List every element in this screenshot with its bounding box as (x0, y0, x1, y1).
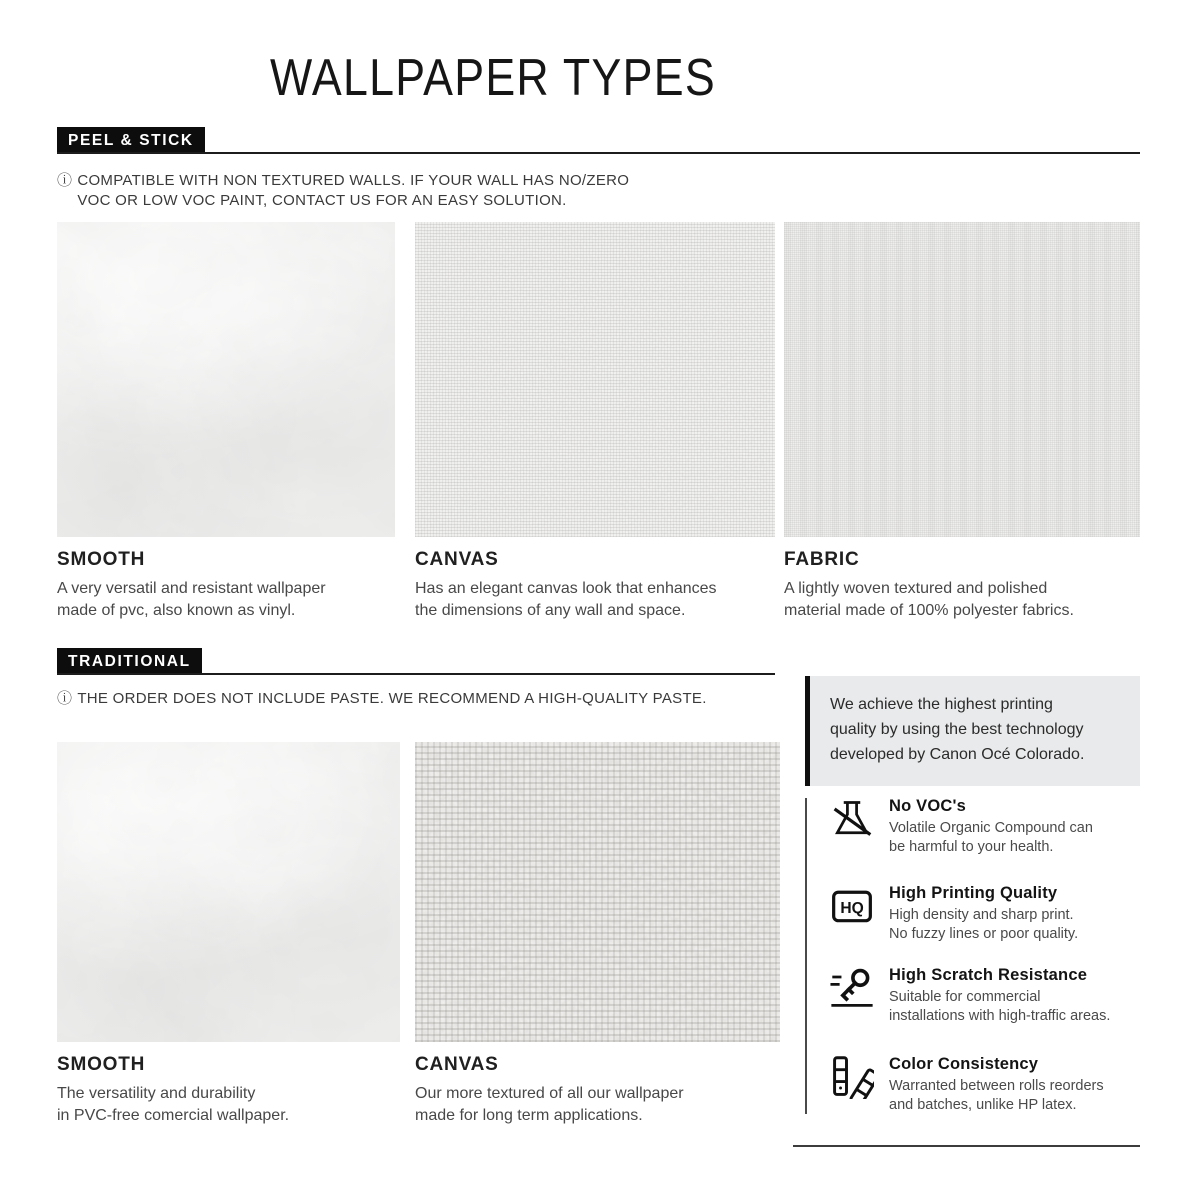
swatch-desc-line: A lightly woven textured and polished (784, 580, 1048, 597)
fabric-texture-swatch (784, 222, 1140, 537)
swatch-label: FABRIC (784, 549, 860, 570)
feature-desc-line: No fuzzy lines or poor quality. (889, 926, 1079, 942)
info-icon: ⓘ (57, 690, 73, 707)
feature-title: Color Consistency (889, 1055, 1039, 1073)
callout-line: quality by using the best technology (830, 721, 1084, 738)
info-icon: ⓘ (57, 172, 73, 189)
swatch-label: SMOOTH (57, 549, 146, 570)
section-note (57, 689, 707, 709)
section-rule (57, 673, 775, 675)
feature-high-scratch-resistance (830, 966, 1110, 1026)
swatch-card (57, 222, 395, 622)
callout-line: We achieve the highest printing (830, 696, 1053, 713)
sidebar-bottom-rule (793, 1145, 1140, 1147)
feature-desc-line: Warranted between rolls reorders (889, 1078, 1104, 1094)
texture-noise (784, 222, 1140, 537)
note-line: VOC OR LOW VOC PAINT, CONTACT US FOR AN EASY SOLUTION. (77, 192, 567, 209)
feature-title: No VOC's (889, 797, 967, 815)
feature-title: High Printing Quality (889, 884, 1058, 902)
swatch-card (415, 742, 780, 1127)
swatch-desc-line: Our more textured of all our wallpaper (415, 1085, 684, 1102)
swatch-card (57, 742, 400, 1127)
note-line: COMPATIBLE WITH NON TEXTURED WALLS. IF YOUR WALL HAS NO/ZERO (77, 172, 630, 189)
canvas-texture-swatch (415, 742, 780, 1042)
smooth-texture-swatch (57, 742, 400, 1042)
texture-noise (57, 742, 400, 1042)
texture-noise (415, 742, 780, 1042)
section-rule (57, 152, 1140, 154)
feature-desc-line: Volatile Organic Compound can (889, 820, 1093, 836)
swatch-desc-line: the dimensions of any wall and space. (415, 602, 686, 619)
note-line: THE ORDER DOES NOT INCLUDE PASTE. WE RECOMMEND A HIGH-QUALITY PASTE. (77, 690, 707, 707)
feature-desc-line: be harmful to your health. (889, 839, 1054, 855)
page-title: WALLPAPER TYPES (270, 49, 717, 107)
hq-badge-icon (830, 884, 876, 928)
swatch-desc-line: The versatility and durability (57, 1085, 256, 1102)
section-tag-traditional: TRADITIONAL (57, 648, 202, 675)
swatch-card (784, 222, 1140, 622)
canvas-texture-swatch (415, 222, 775, 537)
swatch-desc-line: made of pvc, also known as vinyl. (57, 602, 296, 619)
features-divider (805, 798, 807, 1114)
texture-noise (57, 222, 395, 537)
swatch-desc-line: Has an elegant canvas look that enhances (415, 580, 717, 597)
feature-title: High Scratch Resistance (889, 966, 1088, 984)
color-swatch-icon (830, 1055, 876, 1099)
no-voc-flask-icon (830, 797, 876, 841)
section-tag-peel-and-stick: PEEL & STICK (57, 127, 205, 154)
swatch-label: SMOOTH (57, 1054, 146, 1075)
feature-desc-line: installations with high-traffic areas. (889, 1008, 1111, 1024)
section-note (57, 171, 629, 211)
swatch-label: CANVAS (415, 1054, 499, 1075)
texture-noise (415, 222, 775, 537)
swatch-card (415, 222, 775, 622)
feature-no-vocs (830, 797, 1093, 857)
swatch-label: CANVAS (415, 549, 499, 570)
swatch-desc-line: made for long term applications. (415, 1107, 643, 1124)
swatch-desc-line: A very versatil and resistant wallpaper (57, 580, 326, 597)
hq-badge-label: HQ (840, 899, 864, 917)
printing-quality-callout (805, 676, 1140, 786)
callout-line: developed by Canon Océ Colorado. (830, 746, 1085, 763)
smooth-texture-swatch (57, 222, 395, 537)
feature-desc-line: High density and sharp print. (889, 907, 1074, 923)
swatch-desc-line: in PVC-free comercial wallpaper. (57, 1107, 290, 1124)
swatch-desc-line: material made of 100% polyester fabrics. (784, 602, 1074, 619)
feature-high-printing-quality (830, 884, 1078, 944)
feature-desc-line: and batches, unlike HP latex. (889, 1097, 1077, 1113)
feature-color-consistency (830, 1055, 1104, 1115)
scratch-key-icon (830, 966, 876, 1010)
feature-desc-line: Suitable for commercial (889, 989, 1041, 1005)
